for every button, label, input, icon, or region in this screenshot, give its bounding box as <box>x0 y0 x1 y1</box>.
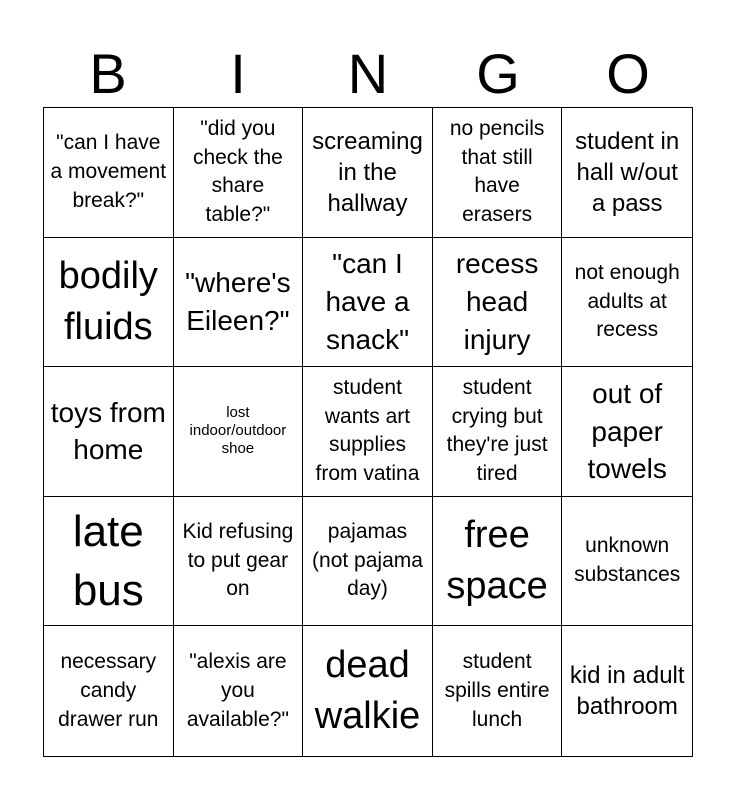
bingo-cell-r3c3[interactable] <box>303 367 433 497</box>
bingo-cell-r5c4[interactable] <box>433 626 563 756</box>
bingo-cell-r4c2[interactable] <box>174 497 304 627</box>
cell-label: unknown substances <box>574 534 681 587</box>
header-letter-g: G <box>476 42 520 105</box>
bingo-cell-free-space[interactable] <box>433 497 563 627</box>
bingo-cell-r1c1[interactable] <box>44 108 174 238</box>
cell-label: "alexis are you available?" <box>186 650 289 731</box>
bingo-cell-r4c1[interactable] <box>44 497 174 627</box>
bingo-cell-r2c3[interactable] <box>303 238 433 368</box>
bingo-cell-r1c5[interactable] <box>562 108 692 238</box>
bingo-cell-r5c3[interactable] <box>303 626 433 756</box>
bingo-cell-r5c2[interactable] <box>174 626 304 756</box>
cell-label: late bus <box>72 506 144 616</box>
bingo-header <box>43 40 693 108</box>
bingo-cell-r5c5[interactable] <box>562 626 692 756</box>
cell-label: Kid refusing to put gear on <box>182 519 294 601</box>
cell-label: free space <box>446 513 548 608</box>
cell-label: bodily fluids <box>58 254 158 348</box>
bingo-cell-r3c4[interactable] <box>433 367 563 497</box>
cell-label: student crying but they're just tired <box>446 375 548 486</box>
cell-label: student wants art supplies from vatina <box>315 375 420 486</box>
header-letter-b: B <box>89 42 127 105</box>
cell-label: kid in adult bathroom <box>569 662 685 721</box>
cell-label: necessary candy drawer run <box>58 650 159 731</box>
cell-label: "can I have a movement break?" <box>50 131 167 212</box>
header-letter-o: O <box>606 42 650 105</box>
cell-label: student in hall w/out a pass <box>575 127 680 217</box>
cell-label: lost indoor/outdoor shoe <box>189 404 287 458</box>
bingo-cell-r5c1[interactable] <box>44 626 174 756</box>
cell-label: "where's Eileen?" <box>185 267 291 336</box>
bingo-board <box>43 107 693 757</box>
header-letter-n: N <box>347 42 389 105</box>
cell-label: "did you check the share table?" <box>192 116 283 227</box>
header-letter-i: I <box>230 42 246 105</box>
cell-label: "can I have a snack" <box>325 248 410 355</box>
bingo-cell-r1c3[interactable] <box>303 108 433 238</box>
bingo-cell-r2c2[interactable] <box>174 238 304 368</box>
cell-label: recess head injury <box>455 248 539 355</box>
bingo-cell-r3c1[interactable] <box>44 367 174 497</box>
cell-label: no pencils that still have erasers <box>449 116 545 227</box>
bingo-cell-r2c5[interactable] <box>562 238 692 368</box>
bingo-cell-r2c1[interactable] <box>44 238 174 368</box>
bingo-cell-r4c5[interactable] <box>562 497 692 627</box>
bingo-cell-r3c2[interactable] <box>174 367 304 497</box>
cell-label: dead walkie <box>314 643 421 738</box>
cell-label: student spills entire lunch <box>444 650 550 731</box>
cell-label: toys from home <box>50 396 166 466</box>
bingo-cell-r4c3[interactable] <box>303 497 433 627</box>
bingo-cell-r2c4[interactable] <box>433 238 563 368</box>
bingo-cell-r1c4[interactable] <box>433 108 563 238</box>
cell-label: not enough adults at recess <box>574 260 680 342</box>
bingo-cell-r3c5[interactable] <box>562 367 692 497</box>
cell-label: pajamas (not pajama day) <box>312 519 423 601</box>
cell-label: screaming in the hallway <box>312 127 423 217</box>
cell-label: out of paper towels <box>587 377 667 485</box>
bingo-cell-r1c2[interactable] <box>174 108 304 238</box>
